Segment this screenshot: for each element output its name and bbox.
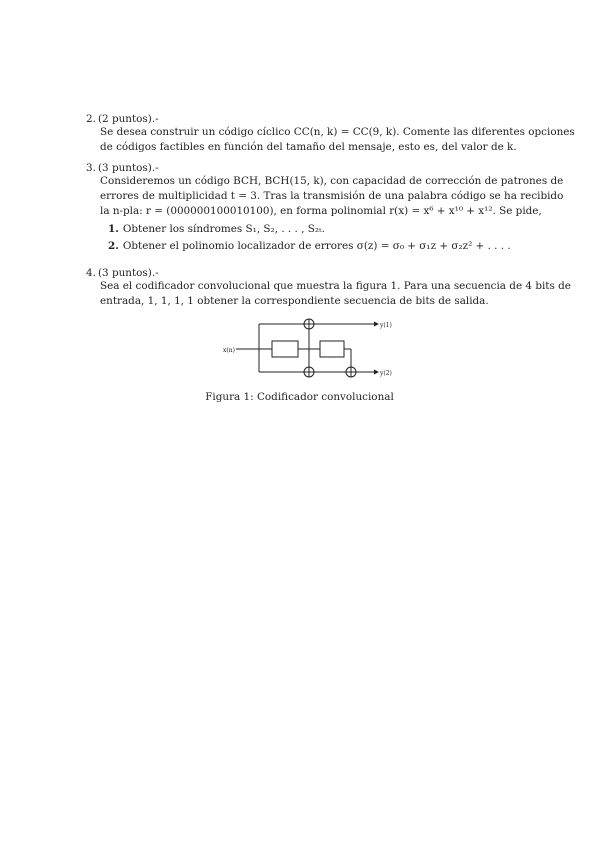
problem-text-line: entrada, 1, 1, 1, 1 obtener la correspondiente secuencia de bits de salida.	[100, 295, 489, 307]
subitem-text: Obtener los síndromes S₁, S₂, . . . , S₂ₜ.	[122, 223, 325, 235]
shift-register-2	[320, 341, 344, 357]
problem-points: (2 puntos).-	[98, 113, 159, 125]
problem-text-line: Consideremos un código BCH, BCH(15, k), con capacidad de corrección de patrones de	[100, 175, 564, 187]
problem-number: 4.	[86, 267, 96, 279]
problem-text-line: de códigos factibles en función del tamaño del mensaje, esto es, del valor de k.	[100, 141, 517, 153]
problem-text-line: Sea el codificador convolucional que muestra la figura 1. Para una secuencia de 4 bits de	[100, 280, 571, 292]
subitem-label: 1.	[108, 223, 119, 235]
subitem-locator-polynomial	[108, 240, 511, 252]
problem-number: 2.	[86, 113, 96, 125]
problem-points: (3 puntos).-	[98, 267, 159, 279]
problem-text-line: la n-pla: r = (000000100010100), en forma polinomial r(x) = x⁶ + x¹⁰ + x¹². Se pide,	[100, 205, 542, 217]
shift-register-1	[272, 341, 298, 357]
arrow-top-icon	[374, 322, 379, 327]
convolutional-encoder-diagram	[222, 316, 392, 382]
problem-text-line: errores de multiplicidad t = 3. Tras la transmisión de una palabra código se ha recibido	[100, 190, 564, 202]
problem-number: 3.	[86, 162, 96, 174]
subitem-label: 2.	[108, 240, 119, 252]
problem-points: (3 puntos).-	[98, 162, 159, 174]
subitem-syndromes	[108, 223, 325, 235]
problem-text-line: Se desea construir un código cíclico CC(n, k) = CC(9, k). Comente las diferentes opciones	[100, 126, 575, 138]
output-top-label: y(1)	[380, 322, 392, 329]
subitem-text: Obtener el polinomio localizador de errores σ(z) = σ₀ + σ₁z + σ₂z² + . . . .	[122, 240, 511, 252]
output-bottom-label: y(2)	[380, 370, 392, 377]
input-label: x(n)	[223, 347, 235, 354]
figure-caption: Figura 1: Codificador convolucional	[205, 391, 394, 403]
arrow-bottom-icon	[374, 370, 379, 375]
